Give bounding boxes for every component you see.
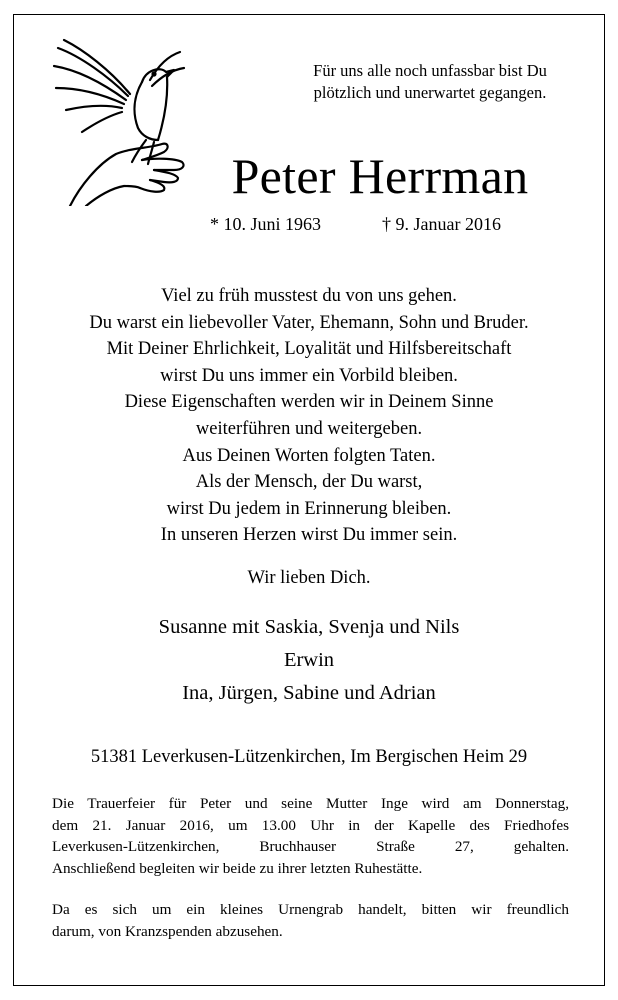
poem-line: weiterführen und weitergeben. xyxy=(195,418,423,439)
notice-line: Anschließend begleiten wir beide zu ihrer letzten Ruhestätte. xyxy=(52,859,423,877)
poem-line: Mit Deiner Ehrlichkeit, Loyalität und Hilfsbereitschaft xyxy=(106,339,512,360)
funeral-notice xyxy=(52,793,569,879)
poem-line: Diese Eigenschaften werden wir in Deinem Sinne xyxy=(124,392,494,413)
birth-date: * 10. Juni 1963 xyxy=(210,214,322,234)
family-address: 51381 Leverkusen-Lützenkirchen, Im Bergischen Heim 29 xyxy=(90,747,528,767)
poem-line: Aus Deinen Worten folgten Taten. xyxy=(182,445,436,466)
poem-line: wirst Du jedem in Erinnerung bleiben. xyxy=(166,498,452,519)
mourners xyxy=(0,611,618,710)
notice-line: darum, von Kranzspenden abzusehen. xyxy=(52,922,283,940)
intro-line: plötzlich und unerwartet gegangen. xyxy=(313,83,547,102)
notice-line: dem 21. Januar 2016, um 13.00 Uhr in der Kapelle des Friedhofes xyxy=(52,816,569,834)
poem-line: Du warst ein liebevoller Vater, Ehemann, Sohn und Bruder. xyxy=(89,312,529,333)
poem-line: Als der Mensch, der Du warst, xyxy=(195,472,423,493)
deceased-name: Peter Herrman xyxy=(231,148,529,204)
mourner-line: Ina, Jürgen, Sabine und Adrian xyxy=(182,682,436,704)
dove-over-hand-icon xyxy=(50,36,190,206)
closing-line: Wir lieben Dich. xyxy=(247,568,371,588)
notice-line: Da es sich um ein kleines Urnengrab handelt, bitten wir freundlich xyxy=(52,901,569,918)
notice-line: Die Trauerfeier für Peter und seine Mutter Inge wird am Donnerstag, xyxy=(52,795,569,812)
poem-line: Viel zu früh musstest du von uns gehen. xyxy=(161,286,457,306)
mourner-line: Susanne mit Saskia, Svenja und Nils xyxy=(158,616,460,638)
mourner-line: Erwin xyxy=(283,649,335,671)
poem-line: wirst Du uns immer ein Vorbild bleiben. xyxy=(160,365,458,386)
poem-line: In unseren Herzen wirst Du immer sein. xyxy=(160,525,458,546)
death-date: † 9. Januar 2016 xyxy=(382,214,501,234)
poem xyxy=(0,283,618,549)
intro-text xyxy=(280,60,580,104)
notice-line: Leverkusen-Lützenkirchen, Bruchhauser Straße 27, gehalten. xyxy=(52,838,569,855)
intro-line: Für uns alle noch unfassbar bist Du xyxy=(313,61,547,80)
wreath-request xyxy=(52,899,569,942)
